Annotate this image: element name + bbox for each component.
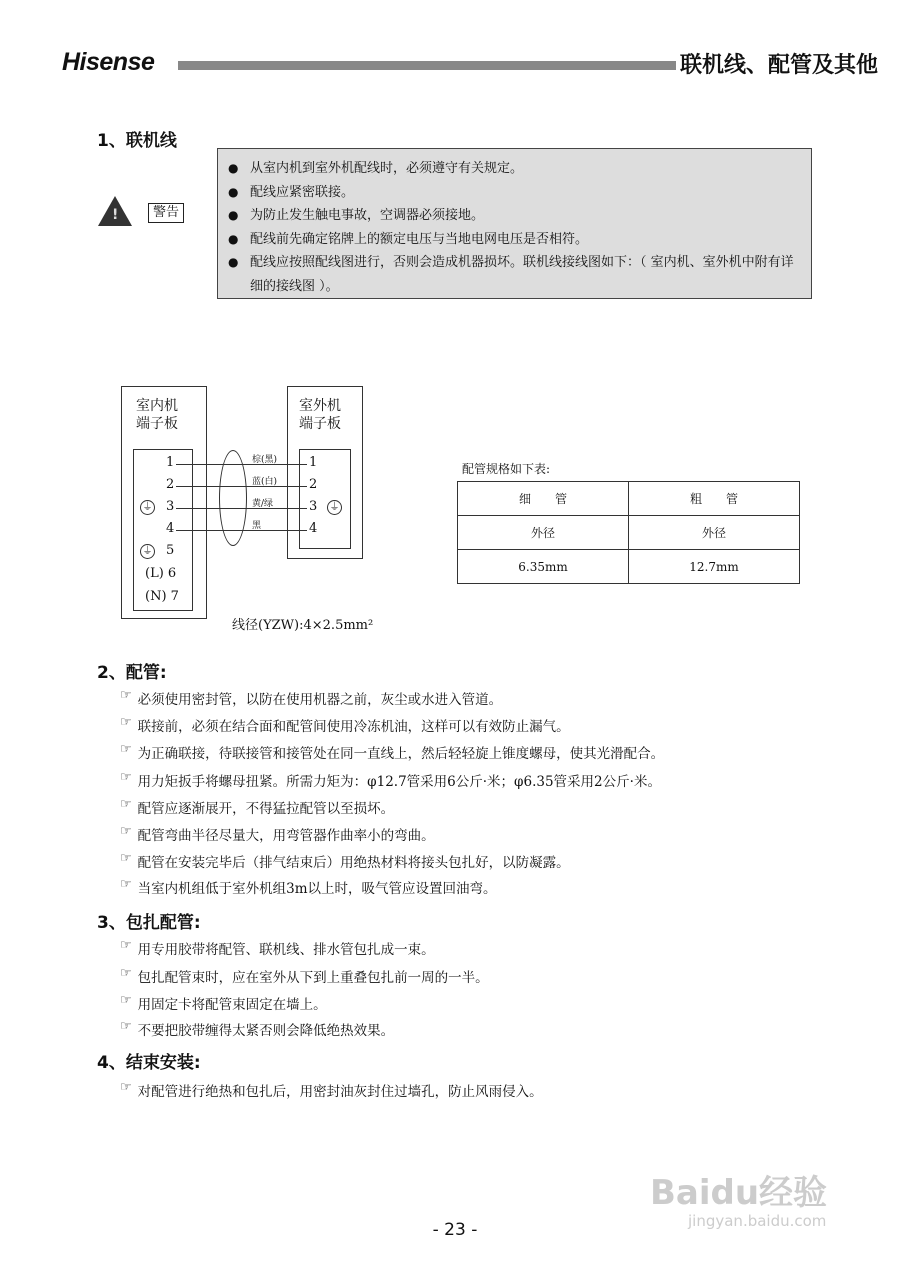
indoor-terminal: 5 bbox=[166, 543, 175, 558]
table-header: 粗 管 bbox=[629, 482, 800, 516]
bullet-icon: ● bbox=[228, 208, 239, 222]
table-cell: 外径 bbox=[629, 516, 800, 550]
table-cell: 6.35mm bbox=[458, 550, 629, 584]
list-item: ☞ 配管弯曲半径尽量大，用弯管器作曲率小的弯曲。 bbox=[120, 824, 435, 844]
section-1-heading: 1、联机线 bbox=[97, 131, 177, 151]
bullet-icon: ● bbox=[228, 161, 239, 175]
bullet-icon: ● bbox=[228, 255, 239, 269]
pointing-hand-icon: ☞ bbox=[120, 797, 132, 812]
pointing-hand-icon: ☞ bbox=[120, 824, 132, 839]
exclamation-icon: ! bbox=[112, 207, 119, 223]
table-row bbox=[458, 516, 800, 550]
page-number: - 23 - bbox=[432, 1220, 478, 1240]
list-item: ☞ 用专用胶带将配管、联机线、排水管包扎成一束。 bbox=[120, 938, 435, 958]
warning-item: ● 配线应按照配线图进行，否则会造成机器损坏。联机线接线图如下：（ 室内机、室外机中附有详细的接线图 ）。 bbox=[228, 251, 801, 298]
bullet-icon: ● bbox=[228, 231, 239, 246]
list-item: ☞ 不要把胶带缠得太紧否则会降低绝热效果。 bbox=[120, 1019, 395, 1039]
page-title: 联机线、配管及其他 bbox=[680, 52, 879, 78]
table-header: 细 管 bbox=[458, 482, 629, 516]
wire-spec-caption: 线径(YZW):4×2.5mm² bbox=[232, 618, 374, 633]
list-item: ☞ 对配管进行绝热和包扎后，用密封油灰封住过墙孔，防止风雨侵入。 bbox=[120, 1080, 543, 1100]
ground-icon: ⏚ bbox=[327, 500, 342, 515]
table-row bbox=[458, 550, 800, 584]
list-item: ☞ 当室内机组低于室外机组3m以上时，吸气管应设置回油弯。 bbox=[120, 877, 497, 897]
pipe-table-label: 配管规格如下表: bbox=[462, 462, 551, 476]
wire-label: 蓝(白) bbox=[252, 477, 278, 487]
pointing-hand-icon: ☞ bbox=[120, 1080, 132, 1095]
bullet-icon: ● bbox=[228, 184, 239, 199]
warning-box bbox=[217, 148, 812, 299]
watermark-url: jingyan.baidu.com bbox=[688, 1212, 827, 1230]
outdoor-terminal: 4 bbox=[309, 521, 318, 536]
list-item: ☞ 为正确联接，待联接管和接管处在同一直线上，然后轻轻旋上锥度螺母，使其光滑配合。 bbox=[120, 742, 665, 762]
pointing-hand-icon: ☞ bbox=[120, 1019, 132, 1034]
section-2-heading: 2、配管: bbox=[97, 663, 167, 683]
list-item: ☞ 用力矩扳手将螺母扭紧。所需力矩为：φ12.7管采用6公斤·米；φ6.35管采用2公斤·米。 bbox=[120, 770, 661, 790]
pointing-hand-icon: ☞ bbox=[120, 770, 132, 785]
outdoor-terminal: 1 bbox=[309, 455, 318, 470]
list-item: ☞ 联接前，必须在结合面和配管间使用冷冻机油，这样可以有效防止漏气。 bbox=[120, 715, 570, 735]
list-item: ☞ 配管应逐渐展开，不得猛拉配管以至损坏。 bbox=[120, 797, 395, 817]
warning-item: ● 为防止发生触电事故，空调器必须接地。 bbox=[228, 204, 801, 228]
table-row bbox=[458, 482, 800, 516]
indoor-terminal: 4 bbox=[166, 521, 175, 536]
indoor-terminal: 3 bbox=[166, 499, 175, 514]
wire-label: 黄/绿 bbox=[252, 499, 274, 509]
list-item: ☞ 配管在安装完毕后（排气结束后）用绝热材料将接头包扎好，以防凝露。 bbox=[120, 851, 570, 871]
indoor-terminal: (N) 7 bbox=[145, 589, 179, 604]
pointing-hand-icon: ☞ bbox=[120, 938, 132, 953]
ground-icon: ⏚ bbox=[140, 500, 155, 515]
outdoor-terminal: 3 bbox=[309, 499, 318, 514]
pointing-hand-icon: ☞ bbox=[120, 688, 132, 703]
warning-item: ● 配线前先确定铭牌上的额定电压与当地电网电压是否相符。 bbox=[228, 228, 801, 252]
outdoor-terminal: 2 bbox=[309, 477, 318, 492]
indoor-terminal: 1 bbox=[166, 455, 175, 470]
cable-bundle-ellipse bbox=[219, 450, 247, 546]
pointing-hand-icon: ☞ bbox=[120, 993, 132, 1008]
indoor-terminal: (L) 6 bbox=[145, 566, 177, 581]
baidu-watermark: Baidu经验 bbox=[650, 1173, 828, 1213]
list-item: ☞ 必须使用密封管，以防在使用机器之前，灰尘或水进入管道。 bbox=[120, 688, 503, 708]
table-cell: 12.7mm bbox=[629, 550, 800, 584]
wire-label: 棕(黑) bbox=[252, 455, 278, 465]
pointing-hand-icon: ☞ bbox=[120, 715, 132, 730]
warning-item: ● 配线应紧密联接。 bbox=[228, 181, 801, 205]
indoor-terminal: 2 bbox=[166, 477, 175, 492]
list-item: ☞ 包扎配管束时，应在室外从下到上重叠包扎前一周的一半。 bbox=[120, 966, 489, 986]
section-3-heading: 3、包扎配管: bbox=[97, 913, 201, 933]
ground-icon: ⏚ bbox=[140, 544, 155, 559]
pipe-spec-table bbox=[457, 481, 800, 584]
pointing-hand-icon: ☞ bbox=[120, 851, 132, 866]
indoor-title: 室内机 端子板 bbox=[136, 398, 178, 432]
warning-item: ● 从室内机到室外机配线时，必须遵守有关规定。 bbox=[228, 157, 801, 181]
warning-label: 警告 bbox=[148, 203, 184, 223]
outdoor-title: 室外机 端子板 bbox=[299, 398, 341, 432]
pointing-hand-icon: ☞ bbox=[120, 966, 132, 981]
pointing-hand-icon: ☞ bbox=[120, 742, 132, 757]
section-4-heading: 4、结束安装: bbox=[97, 1053, 201, 1073]
table-cell: 外径 bbox=[458, 516, 629, 550]
pointing-hand-icon: ☞ bbox=[120, 877, 132, 892]
list-item: ☞ 用固定卡将配管束固定在墙上。 bbox=[120, 993, 327, 1013]
hisense-logo: Hisense bbox=[62, 48, 155, 76]
header-bar bbox=[178, 61, 676, 70]
wire-label: 黑 bbox=[252, 521, 262, 531]
